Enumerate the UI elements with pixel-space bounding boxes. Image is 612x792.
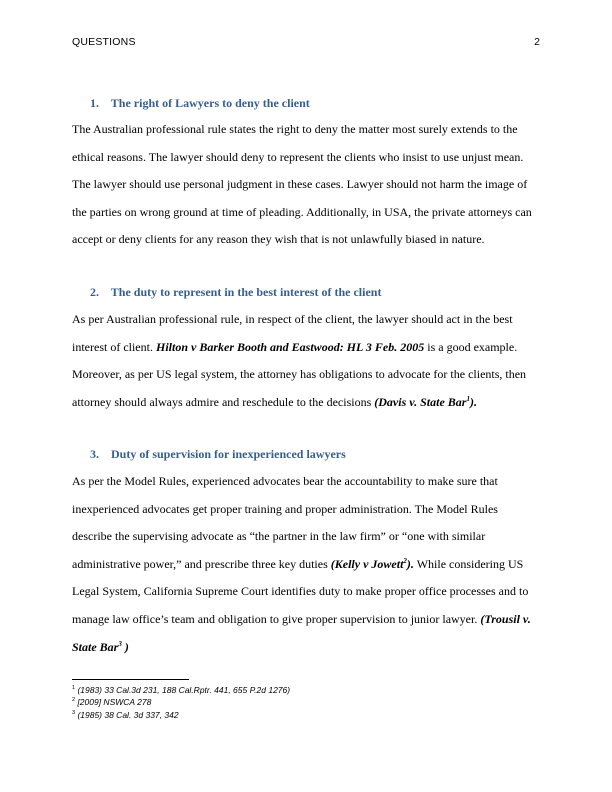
footnote-mark: 1 [72,685,76,692]
case-citation: (Davis v. State Bar$^1$). [374,394,477,409]
section-paragraph-1: The Australian professional rule states the right to deny the matter most surely extends to the ethical reasons. The lawyer should deny to represent the clients who insist to use unjust mean. The lawyer should use personal judgment in these cases. Lawyer should not harm the image of the parties on wrong ground at time of pleading. Additionally, in USA, the private attorneys can accept or deny clients for any reason they wish that is not unlawfully biased in nature. [72,122,532,247]
section-title: The right of Lawyers to deny the client [110,96,310,110]
footnote [72,696,290,708]
footnote-ref: 1 [466,394,470,403]
body-text: While considering US Legal System, California Supreme Court identifies duty to make proper office processes and to manage law office’s team and obligation to give proper supervision to junior lawyer. [72,556,529,626]
footnotes [72,684,290,721]
section-heading-2 [90,285,381,300]
case-citation: (Trousil v. State Bar$^3$ ) [72,611,531,654]
section-number: 3. [90,447,99,461]
footnote-mark: 2 [72,697,76,704]
footnote-mark: 3 [72,709,76,716]
footnote [72,709,290,721]
body-text: As per the Model Rules, experienced advocates bear the accountability to make sure that inexperienced advocates get proper training and proper administration. The Model Rules describe the supervising advocate as “the partner in the law firm” or “one with similar administrative power,” and prescribe three key duties [72,474,498,571]
section-number: 1. [90,96,99,110]
page-number: 2 [534,36,540,48]
section-paragraph-3 [72,468,540,661]
running-head: QUESTIONS [72,36,136,48]
body-text: is a good example. Moreover, as per US legal system, the attorney has obligations to advocate for the clients, then attorney should always admire and reschedule to the decisions [72,339,527,409]
footnote-ref: 3 [118,639,122,648]
section-title: Duty of supervision for inexperienced lawyers [111,447,346,461]
case-citation: (Kelly v Jowett$^2$). [330,556,414,571]
footnote-text: (1985) 38 Cal. 3d 337, 342 [77,709,179,720]
body-text: As per Australian professional rule, in respect of the client, the lawyer should act in the best interest of client. [72,312,513,354]
footnote-text: (1983) 33 Cal.3d 231, 188 Cal.Rptr. 441, 655 P.2d 1276) [77,685,291,695]
footnote-separator [72,679,189,680]
section-heading-3 [90,447,346,462]
section-paragraph-2 [72,306,540,416]
section-title: The duty to represent in the best interest of the client [110,285,382,299]
section-number: 2. [90,285,99,299]
section-heading-1 [90,96,310,111]
case-citation: Hilton v Barker Booth and Eastwood: HL 3 Feb. 2005 [155,339,425,354]
footnote-ref: 2 [403,556,407,565]
footnote [72,684,290,696]
footnote-text: [2009] NSWCA 278 [77,697,152,708]
